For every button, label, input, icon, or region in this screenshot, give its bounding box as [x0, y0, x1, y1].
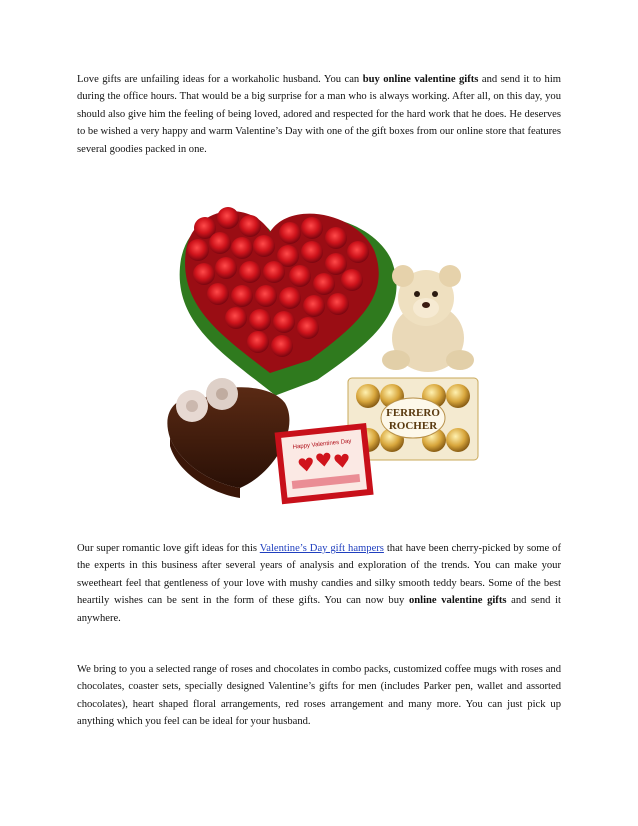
intro-paragraph: [77, 71, 561, 158]
valentine-gift-image: [160, 188, 490, 518]
hampers-text-start: Our super romantic love gift ideas for this: [77, 543, 260, 554]
hampers-text-middle: that have been cherry-picked by some of the experts in this business after several years of analysis and exploration of the trends. You can make your sweetheart feel that gentleness of your love with mushy candies and silky smooth teddy bears. Some of the best heartily wishes can be sent in the form of these gifts. You can now buy: [77, 543, 561, 607]
ferrero-label: FERRERO: [386, 407, 440, 419]
valentines-day-gift-hampers-link[interactable]: Valentine’s Day gift hampers: [259, 543, 384, 554]
card-greeting-text: Happy Valentines Day: [292, 438, 352, 451]
valentine-greeting-card: [275, 423, 374, 504]
combo-packs-paragraph: We bring to you a selected range of roses and chocolates in combo packs, customized coffee mugs with roses and chocolates, coaster sets, specially designed Valentine’s gifts for men (includes Parker pen, wallet and assorted chocolates), heart shaped floral arrangements, red roses arrangement and many more. You can just pick up anything which you feel can be ideal for your husband.: [77, 664, 561, 728]
hampers-bold-keyword: online valentine gifts: [408, 595, 507, 607]
teddy-bear: [382, 265, 474, 372]
rose-heart-arrangement: [180, 207, 397, 396]
hampers-text-end: and send it anywhere.: [77, 595, 561, 624]
intro-text-end: and send it to him during the office hours. That would be a big surprise for a man who is always working. After all, on this day, you should also give him the feeling of being loved, adored and respected for the hard work that he does. He deserves to be wished a very happy and warm Valentine’s Day with one of the gift boxes from our online store that features several goodies packed in one.: [77, 74, 562, 155]
intro-text-start: Love gifts are unfailing ideas for a workaholic husband. You can: [77, 74, 363, 85]
rocher-label: ROCHER: [388, 420, 438, 432]
gift-hampers-paragraph: [77, 540, 561, 627]
intro-bold-keyword: buy online valentine gifts: [362, 74, 479, 85]
heart-chocolate-cake: [167, 378, 289, 498]
